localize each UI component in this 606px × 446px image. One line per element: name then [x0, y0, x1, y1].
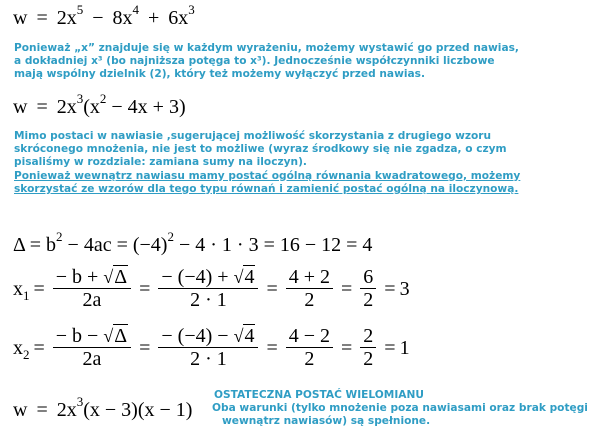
x1-fraction4	[360, 266, 376, 311]
x2-f3-num: 4 − 2	[286, 325, 333, 348]
x2-f2-radicand: 4	[244, 325, 255, 347]
x1-equals2: =	[139, 277, 151, 300]
x2-f2-den: 2 · 1	[190, 348, 227, 370]
eq1-term2: 8x	[112, 7, 133, 29]
x2-equals2: =	[139, 336, 151, 359]
x2-f4-den: 2	[363, 348, 374, 370]
x2-sub: 2	[23, 346, 30, 362]
eq1-exp1: 5	[76, 2, 84, 18]
eq1-w: w	[13, 7, 28, 29]
x1-f2-num: − (−4) +	[161, 266, 229, 288]
note1-line3: mają wspólny dzielnik (2), który też możemy wyłączyć przed nawias.	[14, 68, 425, 81]
note2-line2: skróconego mnożenia, nie jest to możliwe (wyraz środkowy się nie zgadza, o czym	[14, 143, 507, 156]
note1-line2: a dokładniej x³ (bo najniższa potęga to x³). Jednocześnie współczynniki liczbowe	[14, 55, 495, 68]
eq2-coef: 2x	[56, 96, 77, 118]
note2-line3: pisaliśmy w rozdziale: zamiana sumy na iloczyn).	[14, 156, 307, 169]
x2-equals3: =	[266, 336, 278, 359]
x2-f1-num: − b −	[55, 325, 99, 347]
note1-line1: Ponieważ „x” znajduje się w każdym wyrażeniu, możemy wystawić go przed nawias,	[14, 42, 519, 54]
x1-fraction2	[158, 266, 258, 311]
x2-fraction3	[286, 325, 333, 370]
eq2-exp2: 2	[99, 91, 107, 107]
x1-sub: 1	[23, 287, 30, 303]
x2-equals5: =	[384, 336, 396, 359]
final-heading: OSTATECZNA POSTAĆ WIELOMIANU	[214, 389, 424, 401]
x1-f4-num: 6	[360, 266, 376, 289]
eq2-open: (x	[83, 96, 100, 118]
delta-rest: − 4 · 1 · 3 = 16 − 12 = 4	[178, 234, 373, 256]
x1-f3-den: 2	[304, 289, 315, 311]
x2-f4-num: 2	[360, 325, 376, 348]
x1-lhs: $x_1$	[13, 277, 30, 303]
x2-f2-num: − (−4) −	[161, 325, 229, 347]
equation-x2	[13, 325, 410, 370]
eq2-w: w	[13, 96, 28, 118]
note2-line5: skorzystać ze wzorów dla tego typu równań i zamienić postać ogólną na iloczynową.	[14, 182, 519, 195]
delta-lhs: Δ = b	[13, 234, 57, 256]
x2-f1-radicand: Δ	[114, 325, 128, 347]
eq1-exp2: 4	[132, 2, 140, 18]
x2-f1-den: 2a	[82, 348, 102, 370]
eq1-op2: +	[148, 7, 160, 29]
x1-equals5: =	[384, 277, 396, 300]
x2-fraction4	[360, 325, 376, 370]
final-line2: wewnątrz nawiasów) są spełnione.	[222, 415, 431, 428]
sqrt-icon: √	[103, 326, 114, 346]
explanation-factor-out	[14, 42, 519, 82]
final-explanation	[212, 389, 588, 429]
delta-exp1: 2	[56, 229, 63, 245]
eq2-rest: − 4x + 3)	[111, 96, 186, 118]
explanation-quadratic	[14, 130, 520, 196]
equation-factored	[13, 91, 186, 118]
eq1-equals: =	[36, 7, 48, 29]
delta-exp2: 2	[167, 229, 174, 245]
eq1-exp3: 3	[188, 2, 195, 18]
x1-equals: =	[33, 277, 45, 300]
equation-delta	[13, 229, 373, 256]
eq1-term3: 6x	[168, 7, 189, 29]
eq2-equals: =	[36, 96, 48, 118]
x1-f4-den: 2	[363, 289, 374, 311]
eq2-exp1: 3	[76, 91, 84, 107]
final-w: w	[13, 399, 28, 421]
x1-f1-den: 2a	[82, 289, 102, 311]
x1-fraction3	[286, 266, 333, 311]
x2-result: 1	[399, 336, 410, 359]
note2-line1: Mimo postaci w nawiasie ,sugerującej możliwość skorzystania z drugiego wzoru	[14, 130, 492, 142]
x1-f2-radicand: 4	[244, 266, 255, 288]
equation-x1	[13, 266, 410, 311]
x2-equals4: =	[341, 336, 353, 359]
eq1-op1: −	[92, 7, 104, 29]
x1-f1-radicand: Δ	[114, 266, 128, 288]
x1-fraction1	[53, 266, 131, 311]
final-line1: Oba warunki (tylko mnożenie poza nawiasami oraz brak potęgi	[212, 402, 588, 415]
x1-equals4: =	[341, 277, 353, 300]
x2-lhs: $x_2$	[13, 336, 30, 362]
note2-line4: Ponieważ wewnątrz nawiasu mamy postać ogólną równania kwadratowego, możemy	[14, 169, 521, 182]
x2-f3-den: 2	[304, 348, 315, 370]
final-equals: =	[36, 399, 48, 421]
eq1-term1: 2x	[56, 7, 77, 29]
x2-equals: =	[33, 336, 45, 359]
equation-final	[13, 394, 193, 421]
x1-result: 3	[399, 277, 410, 300]
x1-f1-num: − b +	[55, 266, 99, 288]
final-coef: 2x	[56, 399, 77, 421]
x2-fraction2	[158, 325, 258, 370]
sqrt-icon: √	[103, 267, 114, 287]
equation-polynomial	[13, 2, 195, 29]
delta-mid: − 4ac = (−4)	[67, 234, 168, 256]
sqrt-icon: √	[233, 267, 244, 287]
x2-fraction1	[53, 325, 131, 370]
final-exp: 3	[76, 394, 84, 410]
final-rest: (x − 3)(x − 1)	[83, 399, 193, 421]
sqrt-icon: √	[233, 326, 244, 346]
x1-equals3: =	[266, 277, 278, 300]
x1-f2-den: 2 · 1	[190, 289, 227, 311]
x1-f3-num: 4 + 2	[286, 266, 333, 289]
